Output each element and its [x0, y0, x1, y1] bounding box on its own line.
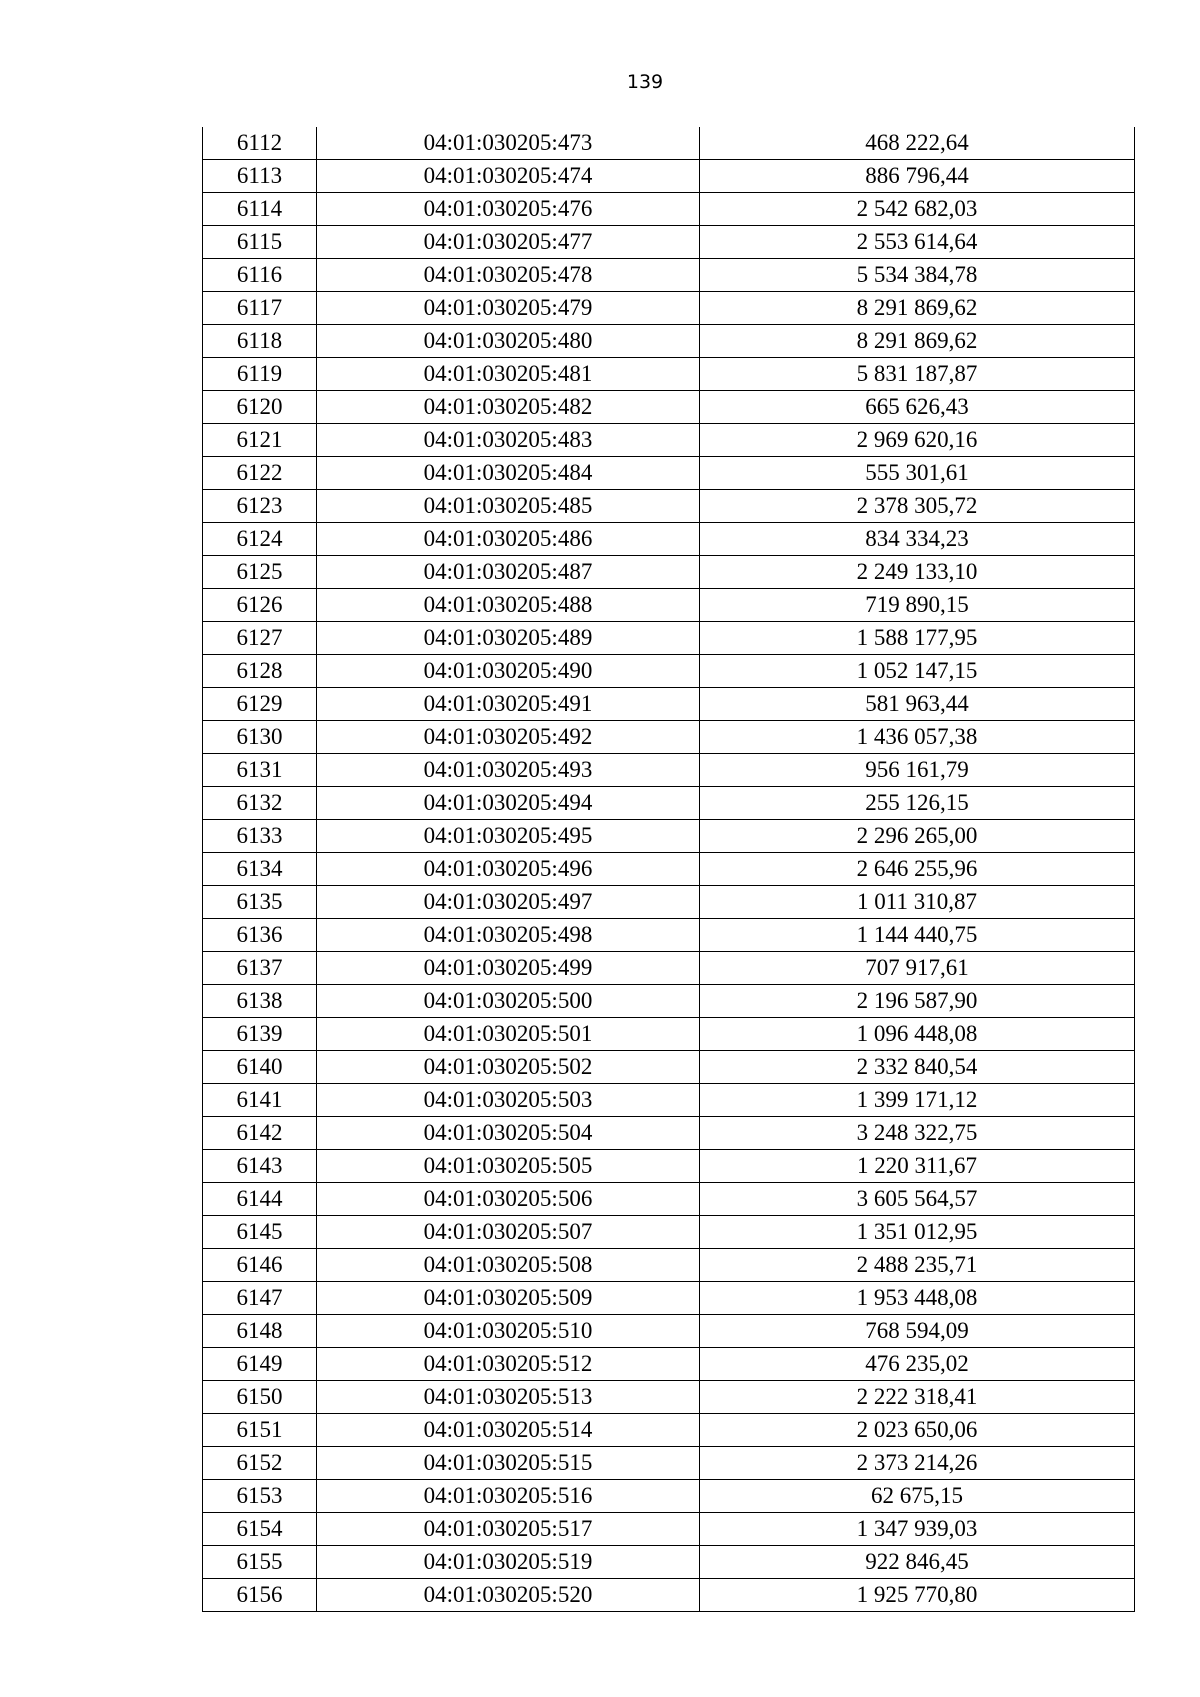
table-row [203, 127, 1135, 160]
row-number-cell: 6112 [203, 127, 317, 160]
cadastral-value-cell: 1 351 012,95 [700, 1216, 1135, 1249]
cadastral-value-cell: 8 291 869,62 [700, 292, 1135, 325]
cadastral-value-cell: 581 963,44 [700, 688, 1135, 721]
cadastral-number-cell: 04:01:030205:474 [317, 160, 700, 193]
table-row [203, 655, 1135, 688]
cadastral-number-cell: 04:01:030205:483 [317, 424, 700, 457]
cadastral-value-cell: 476 235,02 [700, 1348, 1135, 1381]
table-row [203, 1183, 1135, 1216]
cadastral-value-cell: 5 534 384,78 [700, 259, 1135, 292]
cadastral-value-cell: 1 011 310,87 [700, 886, 1135, 919]
table-row [203, 1216, 1135, 1249]
cadastral-value-cell: 2 646 255,96 [700, 853, 1135, 886]
cadastral-number-cell: 04:01:030205:507 [317, 1216, 700, 1249]
cadastral-value-cell: 3 248 322,75 [700, 1117, 1135, 1150]
cadastral-value-cell: 2 023 650,06 [700, 1414, 1135, 1447]
table-row [203, 490, 1135, 523]
cadastral-number-cell: 04:01:030205:487 [317, 556, 700, 589]
row-number-cell: 6115 [203, 226, 317, 259]
cadastral-number-cell: 04:01:030205:517 [317, 1513, 700, 1546]
cadastral-value-cell: 1 953 448,08 [700, 1282, 1135, 1315]
cadastral-number-cell: 04:01:030205:477 [317, 226, 700, 259]
cadastral-number-cell: 04:01:030205:481 [317, 358, 700, 391]
row-number-cell: 6128 [203, 655, 317, 688]
cadastral-number-cell: 04:01:030205:516 [317, 1480, 700, 1513]
row-number-cell: 6118 [203, 325, 317, 358]
row-number-cell: 6142 [203, 1117, 317, 1150]
cadastral-value-cell: 1 144 440,75 [700, 919, 1135, 952]
cadastral-number-cell: 04:01:030205:495 [317, 820, 700, 853]
cadastral-value-cell: 956 161,79 [700, 754, 1135, 787]
cadastral-value-cell: 2 378 305,72 [700, 490, 1135, 523]
table-row [203, 325, 1135, 358]
table-row [203, 886, 1135, 919]
table-row [203, 424, 1135, 457]
table-row [203, 1150, 1135, 1183]
table-row [203, 457, 1135, 490]
table-row [203, 160, 1135, 193]
table-row [203, 1513, 1135, 1546]
cadastral-number-cell: 04:01:030205:476 [317, 193, 700, 226]
row-number-cell: 6135 [203, 886, 317, 919]
row-number-cell: 6124 [203, 523, 317, 556]
table-row [203, 1447, 1135, 1480]
row-number-cell: 6116 [203, 259, 317, 292]
cadastral-number-cell: 04:01:030205:512 [317, 1348, 700, 1381]
table-row [203, 193, 1135, 226]
row-number-cell: 6132 [203, 787, 317, 820]
cadastral-number-cell: 04:01:030205:500 [317, 985, 700, 1018]
row-number-cell: 6154 [203, 1513, 317, 1546]
row-number-cell: 6133 [203, 820, 317, 853]
cadastral-number-cell: 04:01:030205:486 [317, 523, 700, 556]
row-number-cell: 6147 [203, 1282, 317, 1315]
cadastral-value-cell: 834 334,23 [700, 523, 1135, 556]
row-number-cell: 6155 [203, 1546, 317, 1579]
cadastral-number-cell: 04:01:030205:514 [317, 1414, 700, 1447]
cadastral-value-cell: 555 301,61 [700, 457, 1135, 490]
table-row [203, 1018, 1135, 1051]
cadastral-value-cell: 468 222,64 [700, 127, 1135, 160]
row-number-cell: 6130 [203, 721, 317, 754]
cadastral-number-cell: 04:01:030205:503 [317, 1084, 700, 1117]
row-number-cell: 6143 [203, 1150, 317, 1183]
cadastral-number-cell: 04:01:030205:515 [317, 1447, 700, 1480]
table-row [203, 589, 1135, 622]
cadastral-value-cell: 2 542 682,03 [700, 193, 1135, 226]
cadastral-number-cell: 04:01:030205:506 [317, 1183, 700, 1216]
cadastral-number-cell: 04:01:030205:510 [317, 1315, 700, 1348]
row-number-cell: 6120 [203, 391, 317, 424]
cadastral-value-cell: 719 890,15 [700, 589, 1135, 622]
cadastral-value-cell: 8 291 869,62 [700, 325, 1135, 358]
cadastral-number-cell: 04:01:030205:513 [317, 1381, 700, 1414]
cadastral-number-cell: 04:01:030205:480 [317, 325, 700, 358]
cadastral-value-cell: 1 436 057,38 [700, 721, 1135, 754]
row-number-cell: 6134 [203, 853, 317, 886]
table-row [203, 820, 1135, 853]
table-row [203, 1117, 1135, 1150]
cadastral-value-cell: 3 605 564,57 [700, 1183, 1135, 1216]
cadastral-number-cell: 04:01:030205:485 [317, 490, 700, 523]
cadastral-value-cell: 1 052 147,15 [700, 655, 1135, 688]
cadastral-value-cell: 2 373 214,26 [700, 1447, 1135, 1480]
row-number-cell: 6125 [203, 556, 317, 589]
cadastral-number-cell: 04:01:030205:504 [317, 1117, 700, 1150]
table-row [203, 1051, 1135, 1084]
row-number-cell: 6119 [203, 358, 317, 391]
cadastral-number-cell: 04:01:030205:489 [317, 622, 700, 655]
row-number-cell: 6126 [203, 589, 317, 622]
table-row [203, 1546, 1135, 1579]
cadastral-value-cell: 1 347 939,03 [700, 1513, 1135, 1546]
cadastral-number-cell: 04:01:030205:482 [317, 391, 700, 424]
row-number-cell: 6138 [203, 985, 317, 1018]
table-row [203, 358, 1135, 391]
table-row [203, 622, 1135, 655]
table-row [203, 985, 1135, 1018]
table-row [203, 919, 1135, 952]
cadastral-value-table [202, 127, 1135, 1612]
row-number-cell: 6137 [203, 952, 317, 985]
table-row [203, 391, 1135, 424]
row-number-cell: 6153 [203, 1480, 317, 1513]
cadastral-number-cell: 04:01:030205:501 [317, 1018, 700, 1051]
cadastral-value-cell: 2 553 614,64 [700, 226, 1135, 259]
row-number-cell: 6136 [203, 919, 317, 952]
table-row [203, 523, 1135, 556]
cadastral-number-cell: 04:01:030205:484 [317, 457, 700, 490]
row-number-cell: 6127 [203, 622, 317, 655]
table-row [203, 754, 1135, 787]
row-number-cell: 6113 [203, 160, 317, 193]
table-row [203, 292, 1135, 325]
cadastral-number-cell: 04:01:030205:509 [317, 1282, 700, 1315]
cadastral-value-cell: 2 249 133,10 [700, 556, 1135, 589]
row-number-cell: 6122 [203, 457, 317, 490]
cadastral-value-cell: 768 594,09 [700, 1315, 1135, 1348]
table-row [203, 1480, 1135, 1513]
cadastral-number-cell: 04:01:030205:491 [317, 688, 700, 721]
row-number-cell: 6140 [203, 1051, 317, 1084]
row-number-cell: 6131 [203, 754, 317, 787]
cadastral-number-cell: 04:01:030205:492 [317, 721, 700, 754]
cadastral-number-cell: 04:01:030205:478 [317, 259, 700, 292]
cadastral-value-cell: 2 332 840,54 [700, 1051, 1135, 1084]
row-number-cell: 6148 [203, 1315, 317, 1348]
cadastral-value-cell: 1 399 171,12 [700, 1084, 1135, 1117]
cadastral-number-cell: 04:01:030205:490 [317, 655, 700, 688]
row-number-cell: 6156 [203, 1579, 317, 1612]
page-number: 139 [626, 71, 664, 93]
cadastral-value-cell: 1 588 177,95 [700, 622, 1135, 655]
row-number-cell: 6146 [203, 1249, 317, 1282]
cadastral-number-cell: 04:01:030205:488 [317, 589, 700, 622]
cadastral-number-cell: 04:01:030205:493 [317, 754, 700, 787]
table-row [203, 688, 1135, 721]
cadastral-value-cell: 255 126,15 [700, 787, 1135, 820]
table-row [203, 1315, 1135, 1348]
table-body [203, 127, 1135, 1612]
cadastral-number-cell: 04:01:030205:496 [317, 853, 700, 886]
cadastral-value-cell: 707 917,61 [700, 952, 1135, 985]
table-row [203, 556, 1135, 589]
cadastral-value-cell: 5 831 187,87 [700, 358, 1135, 391]
table-row [203, 1282, 1135, 1315]
table-row [203, 1414, 1135, 1447]
cadastral-value-cell: 665 626,43 [700, 391, 1135, 424]
row-number-cell: 6121 [203, 424, 317, 457]
cadastral-number-cell: 04:01:030205:505 [317, 1150, 700, 1183]
table-row [203, 1381, 1135, 1414]
cadastral-value-cell: 2 222 318,41 [700, 1381, 1135, 1414]
table-row [203, 1249, 1135, 1282]
row-number-cell: 6114 [203, 193, 317, 226]
table-row [203, 1348, 1135, 1381]
row-number-cell: 6141 [203, 1084, 317, 1117]
table-row [203, 226, 1135, 259]
cadastral-value-cell: 1 220 311,67 [700, 1150, 1135, 1183]
cadastral-value-cell: 1 925 770,80 [700, 1579, 1135, 1612]
cadastral-value-cell: 886 796,44 [700, 160, 1135, 193]
cadastral-number-cell: 04:01:030205:520 [317, 1579, 700, 1612]
cadastral-number-cell: 04:01:030205:479 [317, 292, 700, 325]
cadastral-number-cell: 04:01:030205:499 [317, 952, 700, 985]
table-row [203, 853, 1135, 886]
table-row [203, 1579, 1135, 1612]
row-number-cell: 6144 [203, 1183, 317, 1216]
cadastral-number-cell: 04:01:030205:508 [317, 1249, 700, 1282]
cadastral-value-cell: 2 488 235,71 [700, 1249, 1135, 1282]
cadastral-value-cell: 2 296 265,00 [700, 820, 1135, 853]
cadastral-value-cell: 62 675,15 [700, 1480, 1135, 1513]
row-number-cell: 6145 [203, 1216, 317, 1249]
cadastral-value-cell: 1 096 448,08 [700, 1018, 1135, 1051]
row-number-cell: 6150 [203, 1381, 317, 1414]
row-number-cell: 6139 [203, 1018, 317, 1051]
cadastral-number-cell: 04:01:030205:502 [317, 1051, 700, 1084]
cadastral-value-cell: 2 196 587,90 [700, 985, 1135, 1018]
cadastral-number-cell: 04:01:030205:497 [317, 886, 700, 919]
cadastral-number-cell: 04:01:030205:498 [317, 919, 700, 952]
cadastral-value-cell: 2 969 620,16 [700, 424, 1135, 457]
cadastral-number-cell: 04:01:030205:473 [317, 127, 700, 160]
cadastral-number-cell: 04:01:030205:494 [317, 787, 700, 820]
row-number-cell: 6129 [203, 688, 317, 721]
table-row [203, 787, 1135, 820]
table-row [203, 721, 1135, 754]
row-number-cell: 6152 [203, 1447, 317, 1480]
cadastral-value-cell: 922 846,45 [700, 1546, 1135, 1579]
row-number-cell: 6149 [203, 1348, 317, 1381]
table-row [203, 1084, 1135, 1117]
cadastral-number-cell: 04:01:030205:519 [317, 1546, 700, 1579]
table-row [203, 952, 1135, 985]
table-row [203, 259, 1135, 292]
row-number-cell: 6151 [203, 1414, 317, 1447]
row-number-cell: 6123 [203, 490, 317, 523]
row-number-cell: 6117 [203, 292, 317, 325]
